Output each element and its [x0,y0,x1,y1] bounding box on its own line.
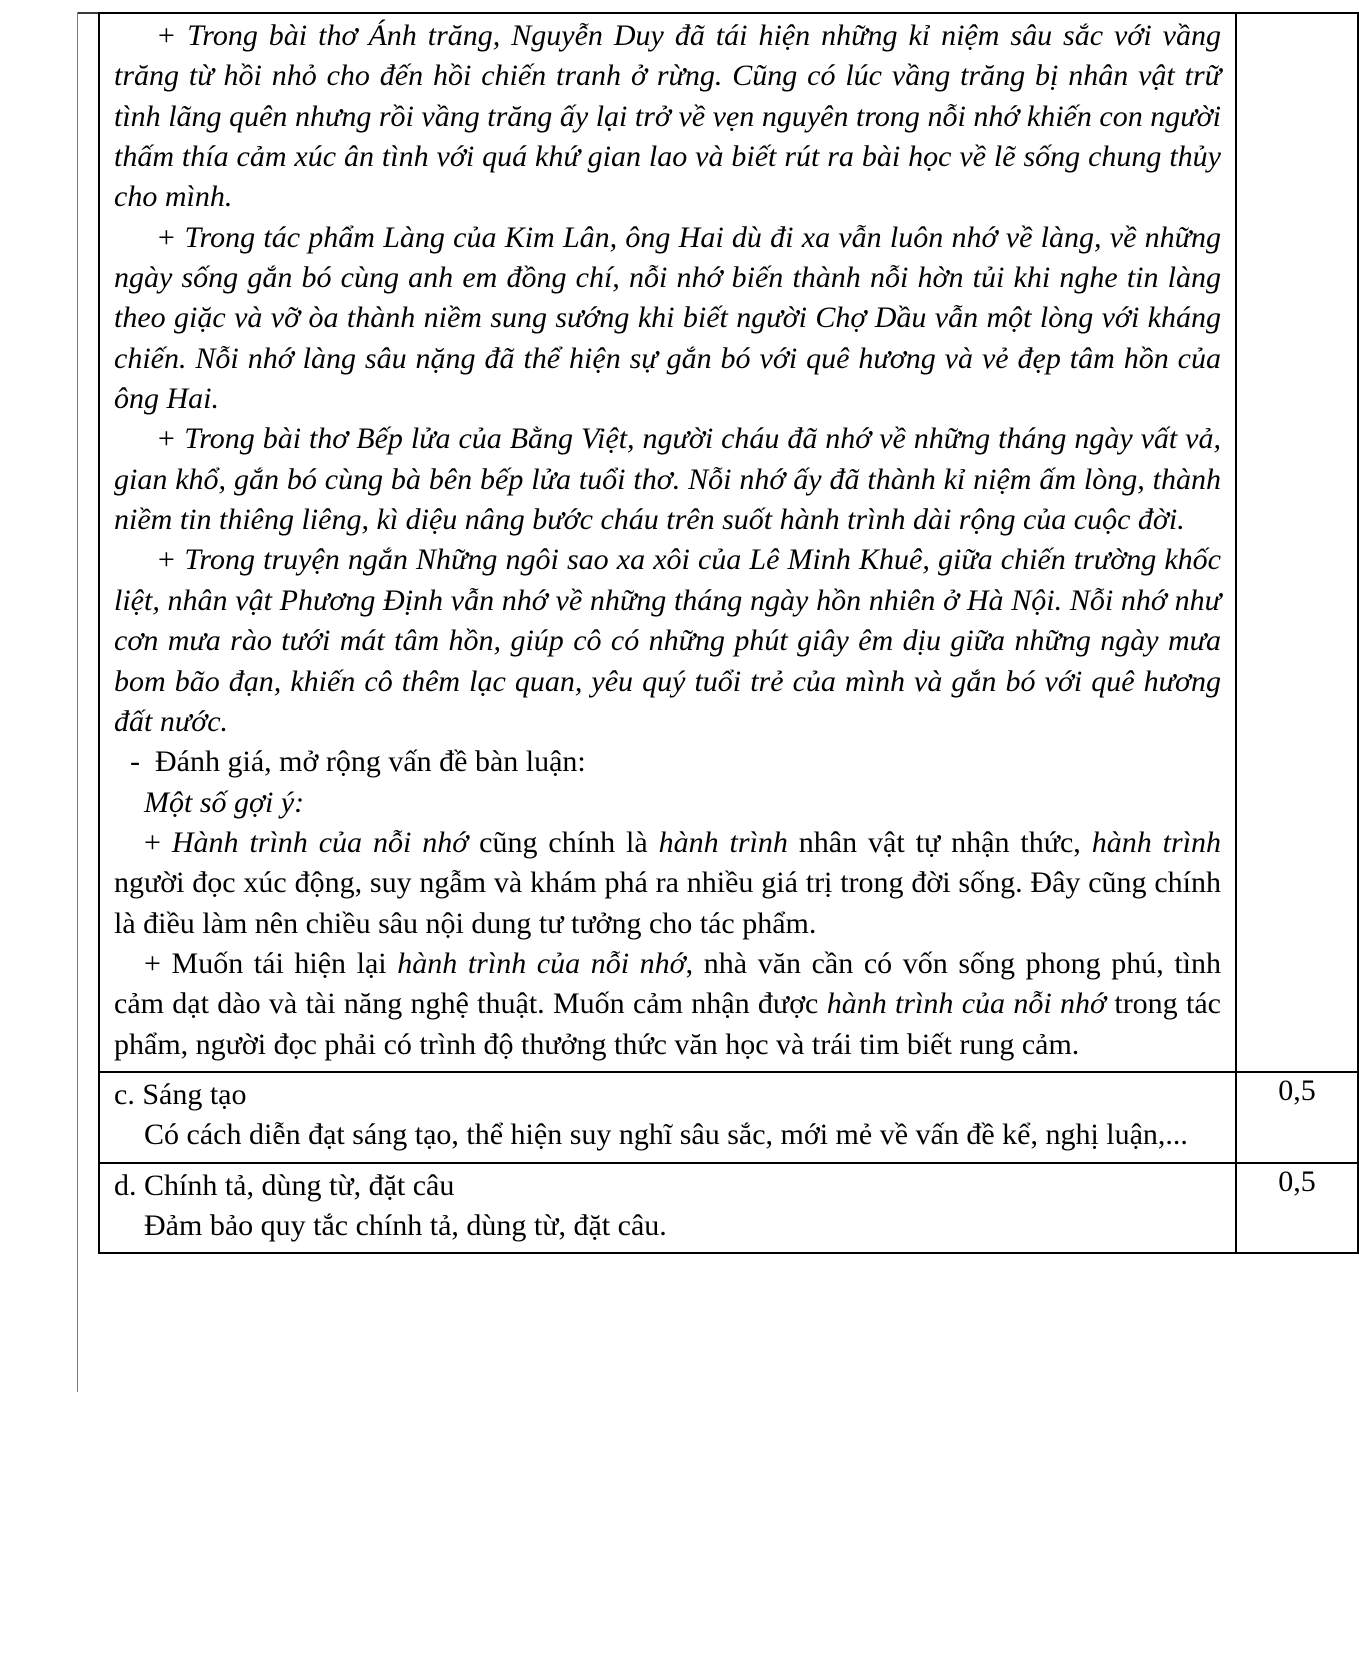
seg-normal: trong tác phẩm, người đọc phải có trình độ thưởng thức văn học và trái tim biết rung cảm. [114,987,1221,1061]
bullet-text: Trong truyện ngắn Những ngôi sao xa xôi của Lê Minh Khuê, giữa chiến trường khốc liệt, nhân vật Phương Định vẫn nhớ về những tháng ngày hồn nhiên ở Hà Nội. Nỗi nhớ như cơn mưa rào tưới mát tâm hồn, giúp cô có những phút giây êm dịu giữa những ngày mưa bom bão đạn, khiến cô thêm lạc quan, yêu quý tuổi trẻ của mình và gắn bó với quê hương đất nước. [114,543,1222,738]
score-cell-d: 0,5 [1236,1163,1358,1254]
seg-normal: cũng chính là [468,825,659,859]
bullet-nhung-ngoi-sao-xa-xoi [114,540,1221,742]
bullet-text: Trong tác phẩm Làng của Kim Lân, ông Hai dù đi xa vẫn luôn nhớ về làng, về những ngày sống gắn bó cùng anh em đồng chí, nỗi nhớ biến thành nỗi hờn tủi khi nghe tin làng theo giặc và vỡ òa thành niềm sung sướng khi biết người Chợ Dầu vẫn một lòng với kháng chiến. Nỗi nhớ làng sâu nặng đã thể hiện sự gắn bó với quê hương và vẻ đẹp tâm hồn của ông Hai. [114,220,1222,416]
rubric-table [98,12,1359,1254]
row-heading-c: c. Sáng tạo [114,1077,247,1111]
score-cell-c: 0,5 [1236,1072,1358,1163]
content-cell-d [99,1163,1236,1254]
outer-column-rule [77,12,78,1392]
suggestion-item-2 [114,944,1221,1065]
bullet-bep-lua [114,419,1221,540]
seg-normal: , nhà văn cần có vốn sống phong phú, tình cảm dạt dào và tài năng nghệ thuật. Muốn cảm nhận được [114,946,1222,1021]
bullet-text: Trong bài thơ Ánh trăng, Nguyễn Duy đã tái hiện những kỉ niệm sâu sắc với vầng trăng từ hồi nhỏ cho đến hồi chiến tranh ở rừng. Cũng có lúc vầng trăng bị nhân vật trữ tình lãng quên nhưng rồi vầng trăng ấy lại trở về vẹn nguyên trong nỗi nhớ khiến con người thấm thía cảm xúc ân tình với quá khứ gian lao và biết rút ra bài học về lẽ sống chung thủy cho mình. [114,19,1221,214]
seg-italic: hành trình [658,825,788,859]
row-body-c: Có cách diễn đạt sáng tạo, thể hiện suy nghĩ sâu sắc, mới mẻ về vấn đề kể, nghị luận,... [144,1118,1188,1152]
bullet-marker: + [156,422,177,456]
row-body-d: Đảm bảo quy tắc chính tả, dùng từ, đặt câu. [144,1208,667,1242]
seg-normal: Muốn tái hiện lại [171,946,398,980]
seg-normal: người đọc xúc động, suy ngẫm và khám phá ra nhiều giá trị trong đời sống. Đây cũng chính là điều làm nên chiều sâu nội dung tư tưởng cho tác phẩm. [114,866,1221,940]
table-row [99,1072,1358,1163]
content-cell-main [99,13,1236,1072]
evaluate-heading [114,742,1221,782]
bullet-marker: + [156,220,177,254]
bullet-text: Trong bài thơ Bếp lửa của Bằng Việt, người cháu đã nhớ về những tháng ngày vất vả, gian khổ, gắn bó cùng bà bên bếp lửa tuổi thơ. Nỗi nhớ ấy đã thành kỉ niệm ấm lòng, thành niềm tin thiêng liêng, kì diệu nâng bước cháu trên suốt hành trình dài rộng của cuộc đời. [114,422,1221,537]
table-row [99,1163,1358,1254]
table-row [99,13,1358,1072]
literary-examples-block [114,16,1221,742]
suggestion-label: Một số gợi ý: [144,785,305,819]
row-heading-d: d. Chính tả, dùng từ, đặt câu [114,1168,455,1202]
suggestion-item-1 [114,823,1221,944]
bullet-anh-trang [114,16,1221,218]
seg-italic: hành trình [1091,825,1221,859]
seg-normal: nhân vật tự nhận thức, [787,825,1092,859]
score-cell-main [1236,13,1358,1072]
seg-italic: Hành trình của nỗi nhớ [171,825,469,859]
table-top-rule-stub [77,12,99,14]
dash-marker: - [130,745,140,779]
seg-italic: hành trình của nỗi nhớ [397,946,686,980]
bullet-lang [114,218,1221,420]
content-cell-c [99,1072,1236,1163]
bullet-marker: + [156,19,177,52]
evaluate-heading-text: Đánh giá, mở rộng vấn đề bàn luận: [155,745,586,779]
seg-italic: hành trình của nỗi nhớ [826,987,1107,1021]
bullet-marker: + [144,946,161,980]
bullet-marker: + [144,825,161,859]
bullet-marker: + [156,543,177,577]
